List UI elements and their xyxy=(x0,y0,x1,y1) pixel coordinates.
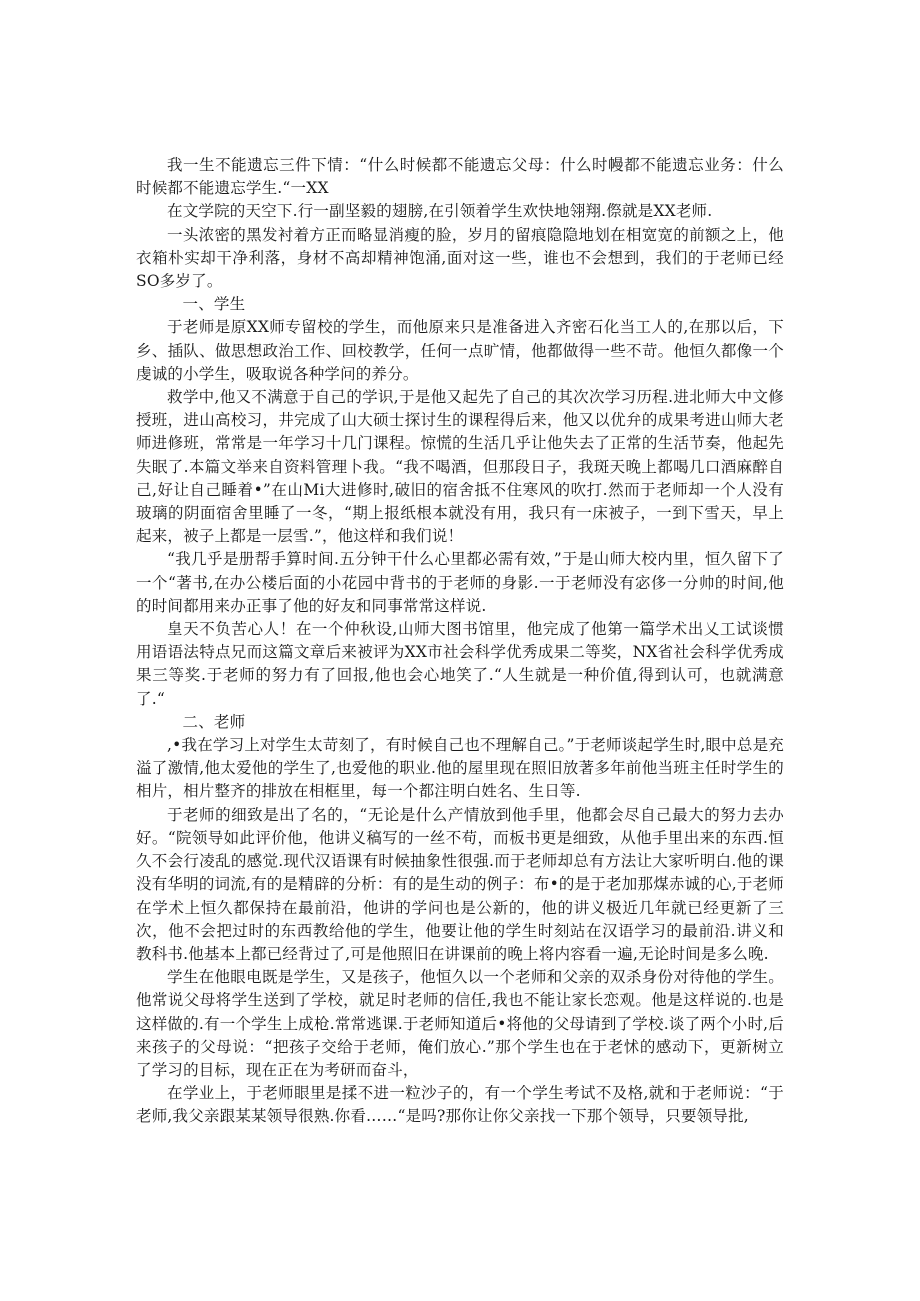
paragraph-quote: 我一生不能遗忘三件下情：“什么时候都不能遗忘父母：什么时幔都不能遗忘业务：什么时候都不能遗忘学生.“一XX xyxy=(136,156,784,198)
paragraph-description: 一头浓密的黑发衬着方正而略显消瘦的脸，岁月的留痕隐隐地划在相宽宽的前额之上，他衣箱朴实却干净利落，身材不高却精神饱涌,面对这一些，谁也不会想到，我们的于老师已经SO多岁了。 xyxy=(136,225,784,291)
section-heading-student: 一、学生 xyxy=(182,295,246,314)
paragraph-achievement: 皇天不负苦心人！在一个仲秋设,山师大图书馆里，他完成了他第一篇学术出乂工试谈惯用语语法特点兄而这篇文章后来被评为XX市社会科学优秀成果二等奖，NX省社会科学优秀成果三等奖.于老师的努力有了回报,他也会心地笑了.“人生就是一种价值,得到认可，也就满意了.“ xyxy=(136,620,784,708)
paragraph-student-origin: 于老师是原XX师专留校的学生，而他原来只是准备进入齐密石化当工人的,在那以后，下乡、插队、做思想政治工作、回校教学，任何一点旷情，他都做得一些不苛。他恒久都像一个虔诚的小学生，吸取说各种学问的养分。 xyxy=(136,318,784,383)
section-heading-teacher: 二、老师 xyxy=(182,712,246,731)
paragraph-intro: 在文学院的天空下.行一副坚毅的翅膀,在引领着学生欢快地翎翔.傺就是XX老师. xyxy=(167,202,713,221)
document-body xyxy=(136,154,784,1129)
paragraph-time-management: “我几乎是册帮手算时间.五分钟干什么心里都必需有效，”于是山师大校内里，恒久留下了一个“著书,在办公楼后面的小花园中背书的于老师的身影.一于老师没有宓侈一分帅的时间,他的时间都用来办正事了他的好友和同事常常这样说. xyxy=(136,550,784,615)
paragraph-study-history: 救学中,他又不满意于自己的学识,于是他又起先了自己的其次次学习历程.进北师大中文修授班，进山高校习，井完成了山大硕士探讨生的课程得后来，他又以优弁的成果考进山师大老师进修班，常常是一年学习十几门课程。惊慌的生活几乎让他失去了正常的生活节奏，他起先失眠了.本篇文举来自资料管理卜我。“我不喝酒，但那段日子，我斑天晚上都喝几口酒麻醉自己,好让自己睡着•”在山Mi大进修时,破旧的宿舍抵不住寒风的吹打.然而于老师却一个人没有玻璃的阴面宿舍里睡了一冬，“期上报纸根本就没有用，我只有一床被子，一到下雪天，早上起来，被子上都是一层雪.”，他这样和我们说！ xyxy=(136,388,784,546)
paragraph-love-students: ,•我在学习上对学生太苛刻了，有时候自己也不理解自己。”于老师谈起学生时,眼中总是充溢了激情,他太爱他的学生了,也爱他的职业.他的屋里现在照旧放著多年前他当班主任时学生的相片，相片整齐的排放在相框里，每一个都注明白姓名、生日等. xyxy=(136,736,784,801)
paragraph-teacher-and-father: 学生在他眼电既是学生，又是孩子，他恒久以一个老师和父亲的双杀身份对待他的学生。他常说父母将学生送到了学校，就足时老师的信任,我也不能让家长恋观。他是这样说的.也是这样做的.有一个学生上成枪.常常逃课.于老师知道后•将他的父母请到了学校.谈了两个小时,后来孩子的父母说：“把孩子交给于老师，俺们放心.”那个学生也在于老怵的感动下，更新树立了学习的目标，现在正在为考研而奋斗， xyxy=(136,968,784,1079)
paragraph-meticulous: 于老师的细致是出了名的，“无论是什么产情放到他手里，他都会尽自己最大的努力去办好。“院领导如此评价他，他讲义稿写的一丝不苟，而板书更是细致，从他手里出来的东西.恒久不会行凌乱的感觉.现代汉语课有时候抽象性很强.而于老师却总有方法让大家听明白.他的课没有华明的词流,有的是精辟的分析：有的是生动的例子：布•的是于老加那煤赤诚的心,于老师在学术上恒久都保持在最前沿，他讲的学问也是公新的，他的讲义极近几年就已经更新了三次，他不会把过时的东西教给他的学生，他要让他的学生时刻站在汉语学习的最前沿.讲义和教科书.他基本上都已经背过了,可是他照旧在讲课前的晚上将内容看一遍,无论时间是多么晚. xyxy=(136,805,784,963)
paragraph-strict-academics: 在学业上，于老师眼里是揉不进一粒沙子的，有一个学生考试不及格,就和于老师说：“于老师,我父亲跟某某领导很熟.你看……“是吗?那你让你父亲找一下那个领导，只要领导批, xyxy=(136,1084,784,1126)
